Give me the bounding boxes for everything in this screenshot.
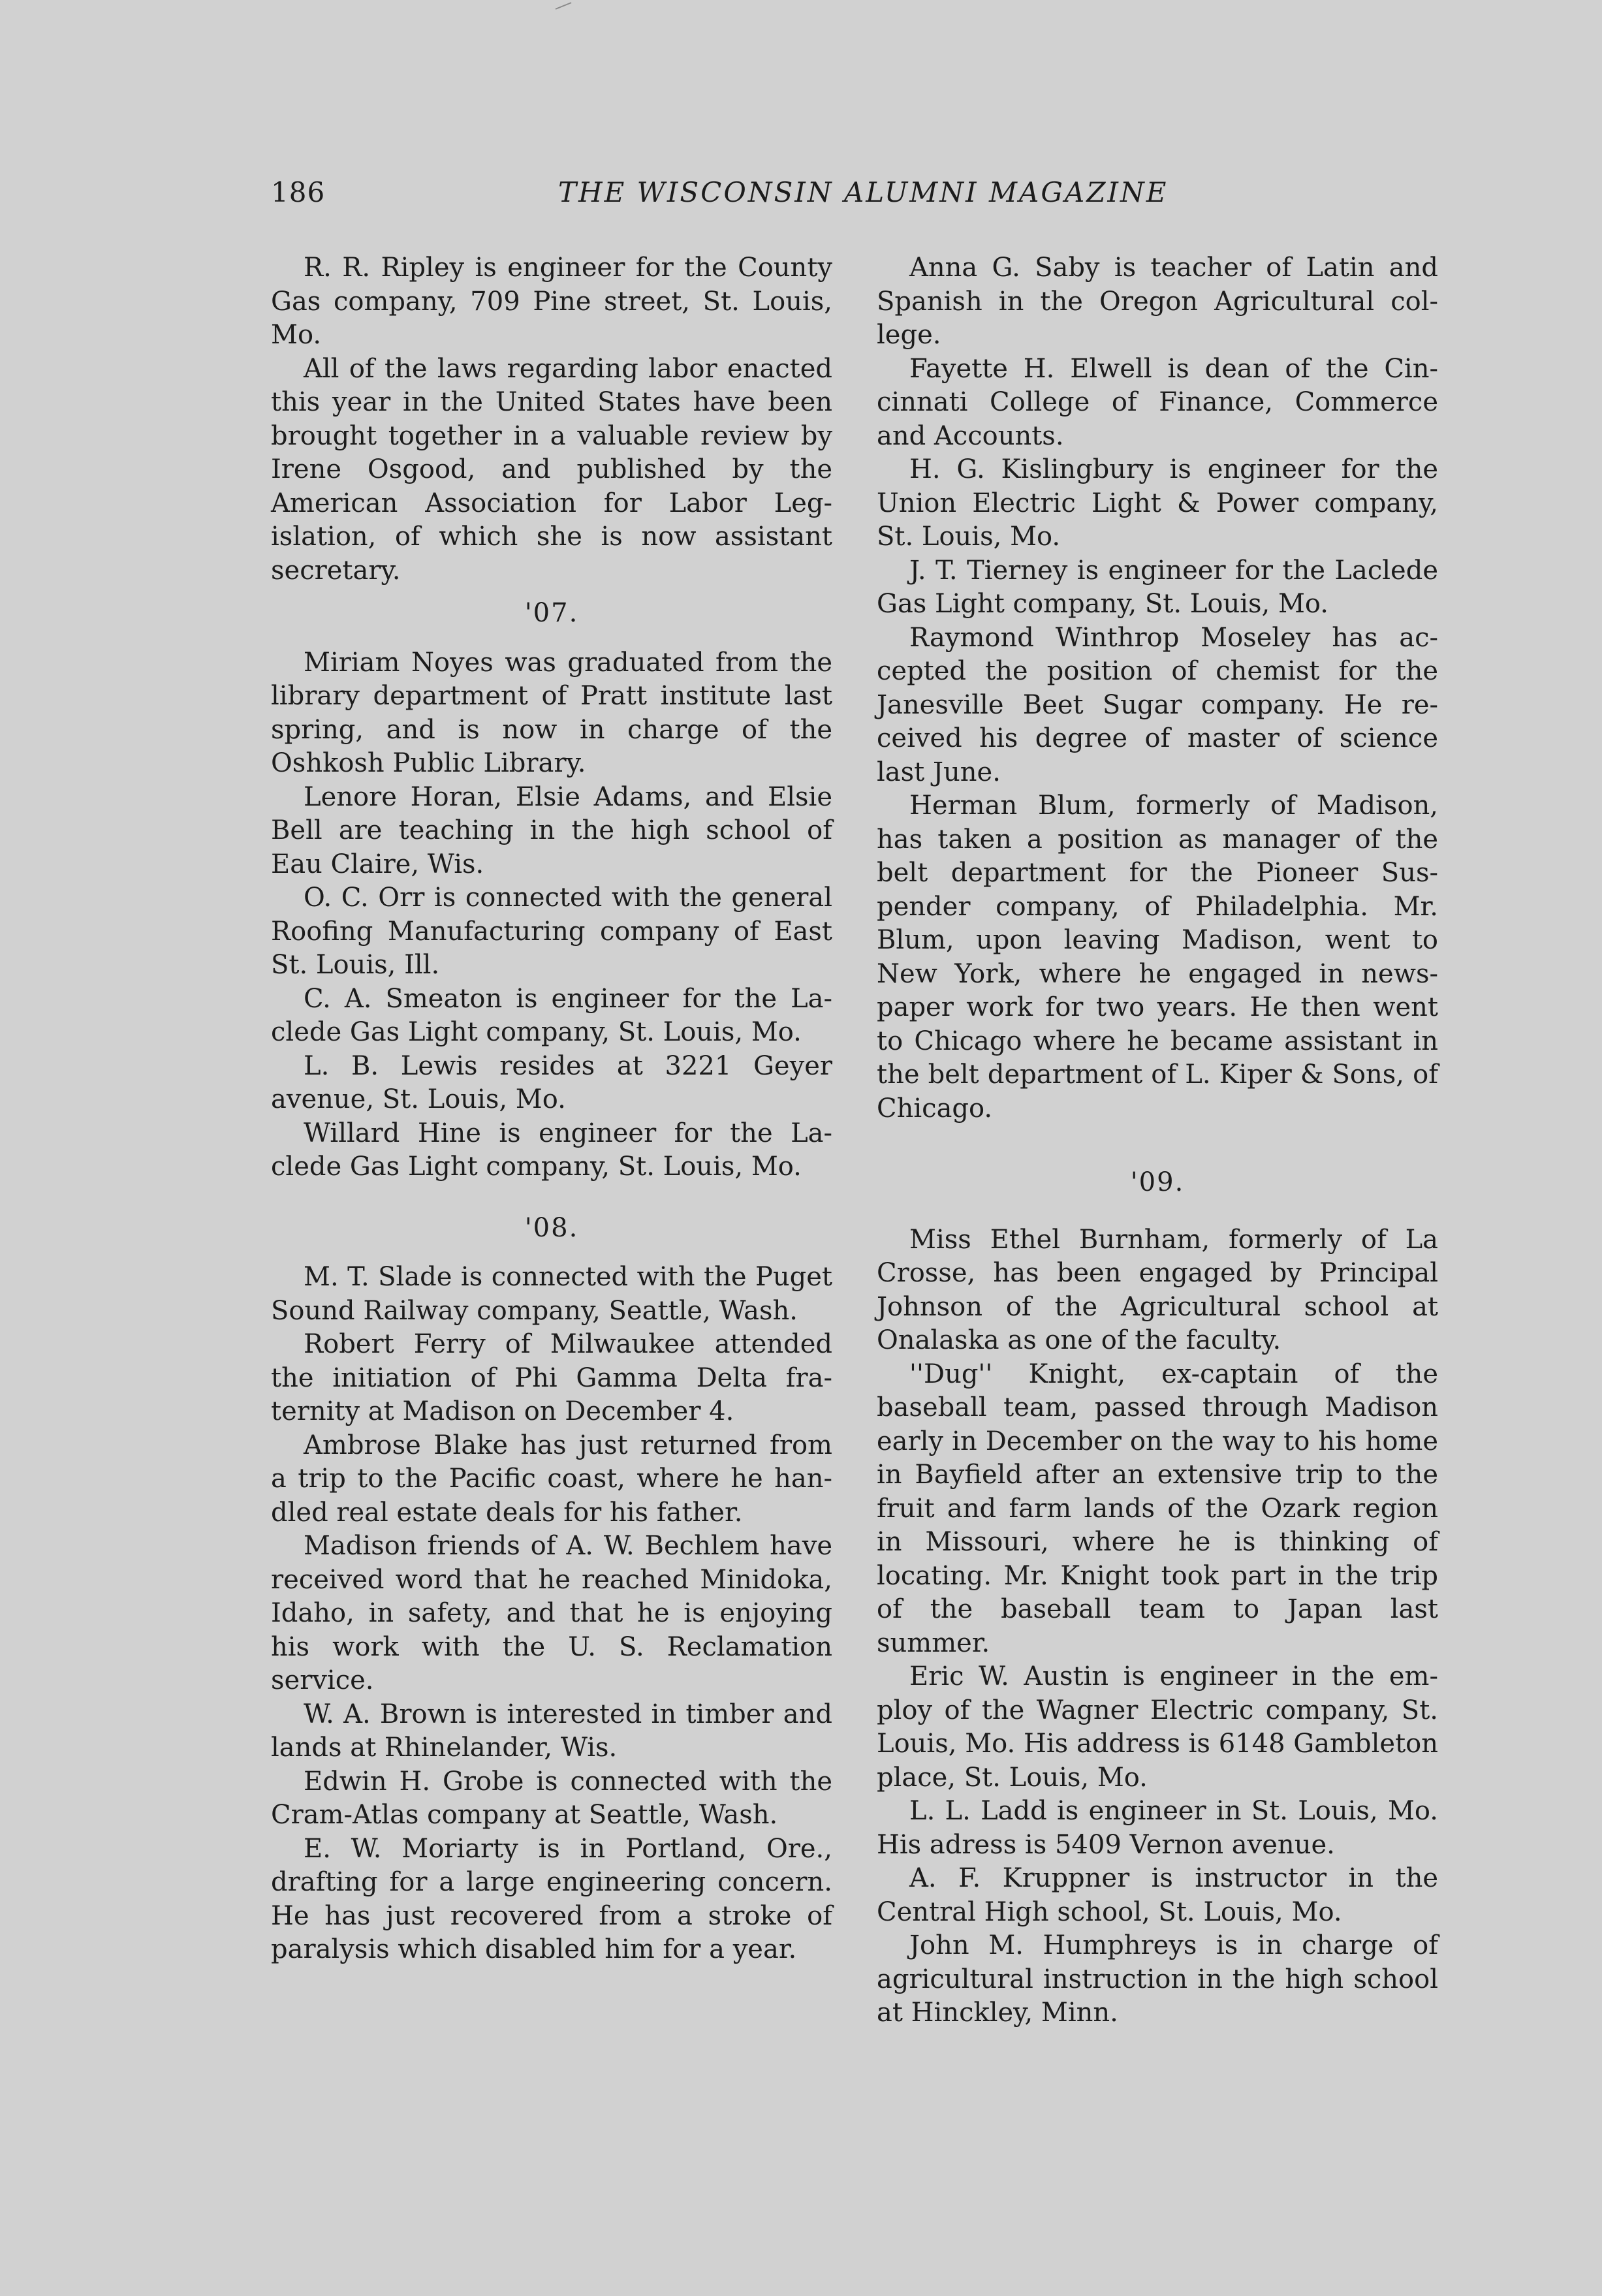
paragraph-smeaton: C. A. Smeaton is engineer for the Laclede Gas Light company, St. Louis, Mo.	[271, 983, 832, 1047]
paragraph-noyes: Miriam Noyes was graduated from the library department of Pratt institute last spring, and is now in charge of the Oshkosh Public Library.	[271, 647, 832, 778]
magazine-title: THE WISCONSIN ALUMNI MAGAZINE	[558, 176, 1169, 208]
page-number: 186	[271, 176, 326, 208]
paragraph-slade: M. T. Slade is connected with the Puget Sound Railway company, Seattle, Wash.	[271, 1262, 832, 1326]
class-heading-08: '08.	[524, 1212, 579, 1243]
paragraph-moriarty: E. W. Moriarty is in Portland, Ore., drafting for a large engineering concern. He has just recovered from a stroke of paralysis which disabled him for a year.	[271, 1833, 832, 1964]
scan-mark	[556, 2, 572, 10]
paragraph-tierney: J. T. Tierney is engineer for the Laclede Gas Light company, St. Louis, Mo.	[877, 555, 1438, 619]
paragraph-humphreys: John M. Humphreys is in charge of agricultural instruction in the high school at Hinckley, Minn.	[877, 1930, 1438, 2028]
paragraph-blum: Herman Blum, formerly of Madison, has taken a position as manager of the belt department for the Pioneer Suspender company, of Philadelphia. Mr. Blum, upon leaving Madison, went to New York, where he engaged in newspaper work for two years. He then went to Chicago where he became assistant in the belt department of L. Kiper & Sons, of Chicago.	[877, 791, 1438, 1124]
paragraph-moseley: Raymond Winthrop Moseley has accepted the position of chemist for the Janesville Beet Sugar company. He received his degree of master of science last June.	[877, 622, 1438, 787]
paragraph-elwell: Fayette H. Elwell is dean of the Cincinnati College of Finance, Commerce and Accounts.	[877, 353, 1438, 451]
right-column	[877, 251, 1438, 2030]
paragraph-austin: Eric W. Austin is engineer in the employ of the Wagner Electric company, St. Louis, Mo. His address is 6148 Gambleton place, St. Louis, Mo.	[877, 1661, 1438, 1793]
paragraph-lewis: L. B. Lewis resides at 3221 Geyer avenue, St. Louis, Mo.	[271, 1050, 832, 1114]
paragraph-ladd: L. L. Ladd is engineer in St. Louis, Mo. His adress is 5409 Vernon avenue.	[877, 1796, 1438, 1860]
paragraph-kislingbury: H. G. Kislingbury is engineer for the Union Electric Light & Power company, St. Louis, Mo.	[877, 454, 1438, 552]
paragraph-labor-laws: All of the laws regarding labor enacted this year in the United States have been brought together in a valuable review by Irene Osgood, and published by the American Association for Labor Legislation, of which she is now assistant secretary.	[271, 353, 832, 586]
class-heading-07: '07.	[524, 598, 579, 628]
page-header	[271, 176, 1453, 222]
paragraph-horan: Lenore Horan, Elsie Adams, and Elsie Bell are teaching in the high school of Eau Claire, Wis.	[271, 781, 832, 879]
paragraph-hine: Willard Hine is engineer for the Laclede Gas Light company, St. Louis, Mo.	[271, 1118, 832, 1182]
paragraph-knight: ''Dug'' Knight, ex-captain of the baseball team, passed through Madison early in December on the way to his home in Bayfield after an extensive trip to the fruit and farm lands of the Ozark region in Missouri, where he is thinking of locating. Mr. Knight took part in the trip of the baseball team to Japan last summer.	[877, 1359, 1438, 1658]
paragraph-orr: O. C. Orr is connected with the general Roofing Manufacturing company of East St. Louis, Ill.	[271, 883, 832, 980]
paragraph-ferry: Robert Ferry of Milwaukee attended the initiation of Phi Gamma Delta fraternity at Madison on December 4.	[271, 1329, 832, 1426]
paragraph-blake: Ambrose Blake has just returned from a trip to the Pacific coast, where he handled real estate deals for his father.	[271, 1430, 832, 1528]
paragraph-kruppner: A. F. Kruppner is instructor in the Central High school, St. Louis, Mo.	[877, 1863, 1438, 1927]
paragraph-ripley: R. R. Ripley is engineer for the County Gas company, 709 Pine street, St. Louis, Mo.	[271, 253, 832, 350]
paragraph-bechlem: Madison friends of A. W. Bechlem have received word that he reached Minidoka, Idaho, in safety, and that he is enjoying his work with the U. S. Reclamation service.	[271, 1531, 832, 1695]
paragraph-grobe: Edwin H. Grobe is connected with the Cram-Atlas company at Seattle, Wash.	[271, 1766, 832, 1830]
paragraph-saby: Anna G. Saby is teacher of Latin and Spanish in the Oregon Agricultural college.	[877, 253, 1438, 350]
paragraph-brown: W. A. Brown is interested in timber and lands at Rhinelander, Wis.	[271, 1699, 832, 1763]
class-heading-09: '09.	[1130, 1167, 1185, 1197]
paragraph-burnham: Miss Ethel Burnham, formerly of La Crosse, has been engaged by Principal Johnson of the Agricultural school at Onalaska as one of the faculty.	[877, 1224, 1438, 1355]
left-column	[271, 251, 832, 1967]
